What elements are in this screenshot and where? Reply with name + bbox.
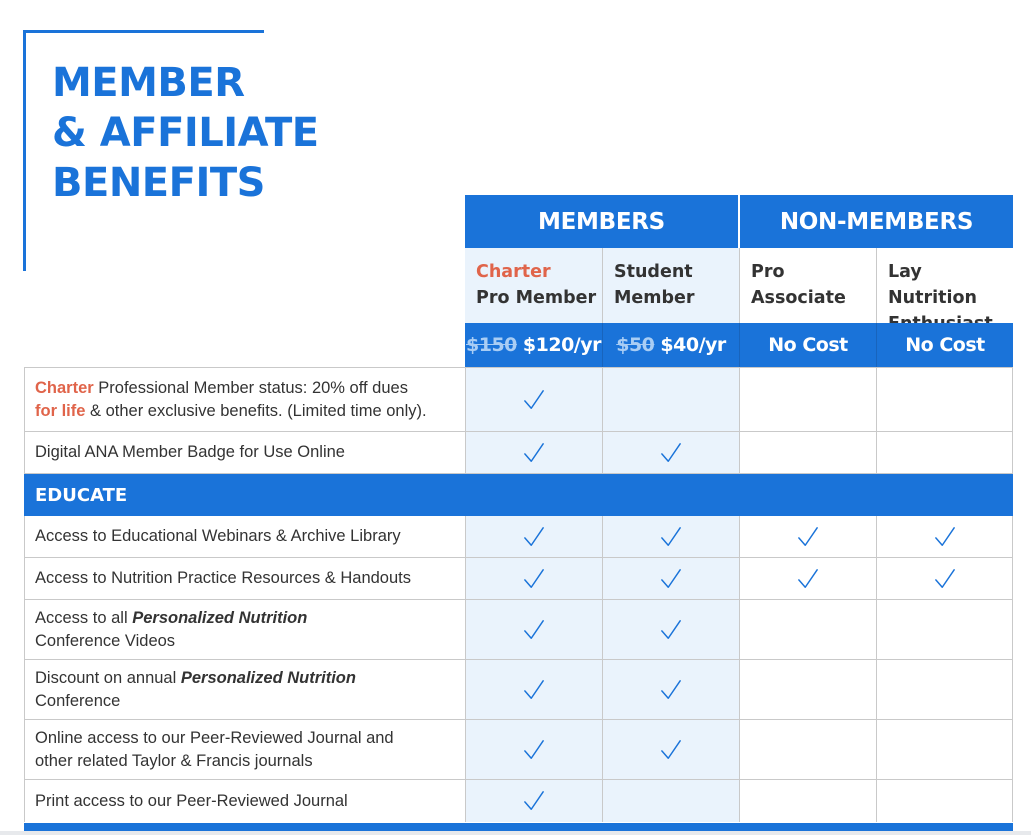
- checkmark-icon: [660, 526, 682, 548]
- tier-pro-associate: [739, 248, 876, 323]
- benefit-label: [24, 720, 465, 779]
- emphasis-text: Personalized Nutrition: [180, 668, 356, 687]
- tier-lay-nutrition-enthusiast: [876, 248, 1013, 323]
- check-cell: [739, 660, 876, 719]
- check-cell: [465, 720, 602, 779]
- tier-charter-pro-member: [465, 248, 602, 323]
- title-line-2: & AFFILIATE: [52, 110, 319, 156]
- tier-label-line-1: Lay Nutrition: [888, 262, 977, 308]
- check-cell: [465, 516, 602, 557]
- check-cell: [739, 720, 876, 779]
- price-student-member: [602, 323, 739, 367]
- check-cell: [465, 660, 602, 719]
- checkmark-icon: [660, 442, 682, 464]
- benefit-label: Access to Educational Webinars & Archive Library: [24, 516, 465, 557]
- checkmark-icon: [934, 568, 956, 590]
- tier-label-line-2: Associate: [751, 288, 846, 308]
- benefit-label: Access to Nutrition Practice Resources & Handouts: [24, 558, 465, 599]
- benefit-row: [24, 558, 1013, 600]
- benefit-text: Professional Member status: 20% off dues: [93, 378, 408, 397]
- check-cell: [602, 780, 739, 822]
- checkmark-icon: [523, 679, 545, 701]
- benefit-row: [24, 516, 1013, 558]
- checkmark-icon: [797, 568, 819, 590]
- section-educate: EDUCATE: [24, 474, 1013, 516]
- tier-label-line-1: Pro: [751, 262, 785, 282]
- table-bottom-bar: [24, 823, 1013, 831]
- benefit-row: [24, 720, 1013, 780]
- benefit-row: [24, 600, 1013, 660]
- benefit-text: Access to all: [35, 608, 133, 627]
- current-price: $120/yr: [522, 334, 601, 356]
- benefit-row: [24, 432, 1013, 474]
- check-cell: [876, 660, 1013, 719]
- check-cell: [876, 432, 1013, 473]
- checkmark-icon: [523, 526, 545, 548]
- price-charter-pro-member: [465, 323, 602, 367]
- check-cell: [876, 368, 1013, 431]
- benefit-row: [24, 660, 1013, 720]
- checkmark-icon: [660, 739, 682, 761]
- check-cell: [739, 558, 876, 599]
- checkmark-icon: [523, 442, 545, 464]
- tier-label-line-1: Student: [614, 262, 693, 282]
- check-cell: [739, 780, 876, 822]
- price-lay-nutrition-enthusiast: No Cost: [876, 323, 1013, 367]
- title-line-3: BENEFITS: [52, 160, 265, 206]
- checkmark-icon: [523, 619, 545, 641]
- check-cell: [465, 368, 602, 431]
- members-group-header: MEMBERS: [465, 195, 738, 248]
- checkmark-icon: [660, 679, 682, 701]
- check-cell: [739, 368, 876, 431]
- for-life-accent-text: for life: [35, 401, 86, 420]
- checkmark-icon: [660, 568, 682, 590]
- price-pro-associate: No Cost: [739, 323, 876, 367]
- check-cell: [465, 780, 602, 822]
- benefits-table: [24, 367, 1013, 822]
- tier-student-member: [602, 248, 739, 323]
- benefit-text: Online access to our Peer-Reviewed Journal and: [35, 728, 394, 747]
- page-title: [52, 58, 319, 208]
- check-cell: [876, 516, 1013, 557]
- tier-label: Pro Member: [476, 288, 597, 308]
- check-cell: [876, 720, 1013, 779]
- check-cell: [602, 368, 739, 431]
- benefit-text: Conference: [35, 691, 121, 710]
- benefit-label: [24, 660, 465, 719]
- tier-accent-label: Charter: [476, 262, 551, 282]
- check-cell: [739, 600, 876, 659]
- checkmark-icon: [660, 619, 682, 641]
- check-cell: [876, 780, 1013, 822]
- check-cell: [465, 600, 602, 659]
- check-cell: [602, 600, 739, 659]
- benefit-row: [24, 367, 1013, 432]
- checkmark-icon: [934, 526, 956, 548]
- benefit-text: Discount on annual: [35, 668, 181, 687]
- check-cell: [876, 558, 1013, 599]
- benefit-text: & other exclusive benefits. (Limited time only).: [85, 401, 427, 420]
- check-cell: [602, 660, 739, 719]
- checkmark-icon: [523, 389, 545, 411]
- old-price: $50: [616, 334, 655, 356]
- check-cell: [739, 516, 876, 557]
- checkmark-icon: [523, 568, 545, 590]
- old-price: $150: [466, 334, 517, 356]
- current-price: $40/yr: [660, 334, 726, 356]
- page-bottom-edge: [0, 831, 1031, 835]
- checkmark-icon: [523, 739, 545, 761]
- benefit-label: [24, 368, 465, 431]
- non-members-group-header: NON-MEMBERS: [740, 195, 1013, 248]
- benefit-row: [24, 780, 1013, 822]
- charter-accent-text: Charter: [35, 378, 94, 397]
- benefit-label: Print access to our Peer-Reviewed Journal: [24, 780, 465, 822]
- check-cell: [465, 558, 602, 599]
- benefit-label: Digital ANA Member Badge for Use Online: [24, 432, 465, 473]
- benefit-text: other related Taylor & Francis journals: [35, 751, 313, 770]
- title-line-1: MEMBER: [52, 60, 245, 106]
- check-cell: [739, 432, 876, 473]
- checkmark-icon: [523, 790, 545, 812]
- benefit-label: [24, 600, 465, 659]
- check-cell: [465, 432, 602, 473]
- tier-label-line-2: Member: [614, 288, 695, 308]
- check-cell: [602, 516, 739, 557]
- check-cell: [602, 432, 739, 473]
- checkmark-icon: [797, 526, 819, 548]
- benefit-text: Conference Videos: [35, 631, 176, 650]
- emphasis-text: Personalized Nutrition: [132, 608, 308, 627]
- check-cell: [602, 558, 739, 599]
- check-cell: [602, 720, 739, 779]
- check-cell: [876, 600, 1013, 659]
